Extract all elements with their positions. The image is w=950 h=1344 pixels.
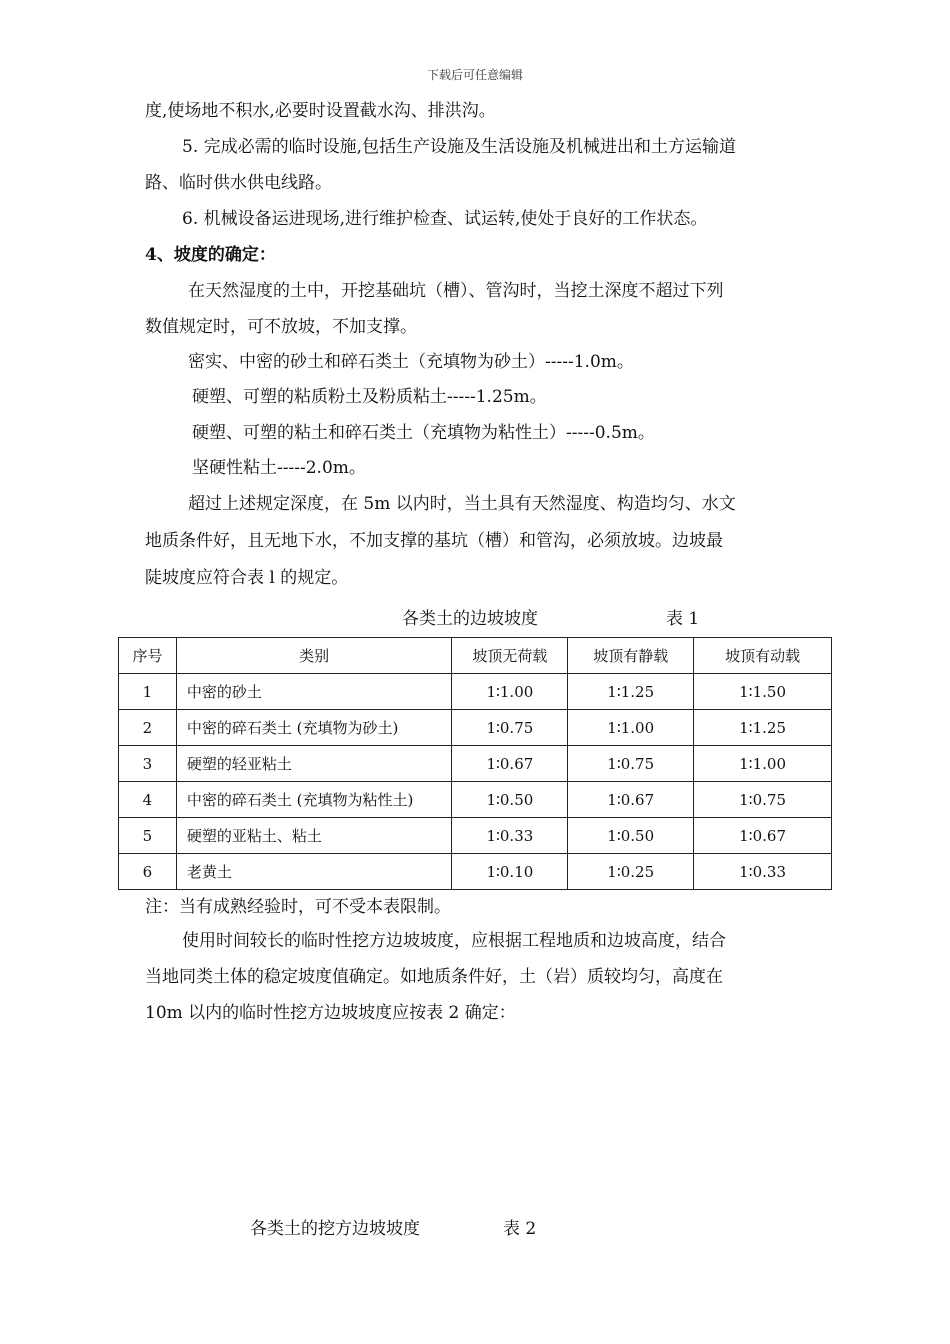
- table-cell: 1∶0.75: [568, 746, 694, 782]
- page-header: 下载后可任意编辑: [426, 68, 523, 82]
- paragraph-line: 5. 完成必需的临时设施,包括生产设施及生活设施及机械进出和土方运输道: [182, 137, 737, 157]
- header-cell: 坡顶有动载: [694, 638, 832, 674]
- paragraph-line: 10m 以内的临时性挖方边坡坡度应按表 2 确定：: [145, 1003, 516, 1023]
- table-cell: 1∶0.67: [694, 818, 832, 854]
- table-cell: 3: [119, 746, 177, 782]
- paragraph-line: 路、临时供水供电线路。: [145, 173, 332, 193]
- table-cell: 中密的碎石类土 (充填物为砂土): [176, 710, 452, 746]
- paragraph-line: 陡坡度应符合表 l 的规定。: [145, 568, 349, 588]
- table1-title: 各类土的边坡坡度: [402, 609, 538, 629]
- table1-label: 表 1: [666, 609, 700, 629]
- list-line: 硬塑、可塑的粘质粉土及粉质粘土-----1.25m。: [192, 387, 547, 407]
- table-cell: 1∶1.50: [694, 674, 832, 710]
- table-cell: 硬塑的亚粘土、粘土: [176, 818, 452, 854]
- table-cell: 1: [119, 674, 177, 710]
- table-cell: 中密的砂土: [176, 674, 452, 710]
- table-row: [119, 818, 832, 854]
- paragraph-line: 当地同类土体的稳定坡度值确定。如地质条件好，土（岩）质较均匀，高度在: [145, 967, 723, 987]
- table-row: [119, 746, 832, 782]
- paragraph-line: 数值规定时，可不放坡，不加支撑。: [145, 317, 417, 337]
- header-cell: 坡顶无荷载: [452, 638, 568, 674]
- table-cell: 1∶1.00: [452, 674, 568, 710]
- table-cell: 4: [119, 782, 177, 818]
- table-cell: 6: [119, 854, 177, 890]
- table-cell: 老黄土: [176, 854, 452, 890]
- table-cell: 1∶0.33: [694, 854, 832, 890]
- paragraph-line: 度,使场地不积水,必要时设置截水沟、排洪沟。: [145, 101, 496, 121]
- header-cell: 类别: [176, 638, 452, 674]
- paragraph-line: 地质条件好，且无地下水，不加支撑的基坑（槽）和管沟，必须放坡。边坡最: [145, 531, 723, 551]
- list-line: 密实、中密的砂土和碎石类土（充填物为砂土）-----1.0m。: [188, 352, 634, 372]
- table-header-row: [119, 638, 832, 674]
- table-cell: 1∶1.25: [568, 674, 694, 710]
- table-cell: 1∶0.25: [568, 854, 694, 890]
- table-note: 注：当有成熟经验时，可不受本表限制。: [145, 897, 451, 917]
- table-row: [119, 674, 832, 710]
- table2-title: 各类土的挖方边坡坡度: [250, 1219, 420, 1239]
- table-cell: 1∶0.75: [452, 710, 568, 746]
- paragraph-line: 超过上述规定深度，在 5m 以内时，当土具有天然湿度、构造均匀、水文: [188, 494, 736, 514]
- table-cell: 2: [119, 710, 177, 746]
- table-cell: 1∶1.25: [694, 710, 832, 746]
- table-cell: 1∶1.00: [568, 710, 694, 746]
- list-line: 硬塑、可塑的粘土和碎石类土（充填物为粘性土）-----0.5m。: [192, 423, 655, 443]
- table-cell: 1∶1.00: [694, 746, 832, 782]
- table-cell: 1∶0.75: [694, 782, 832, 818]
- table-cell: 5: [119, 818, 177, 854]
- paragraph-line: 使用时间较长的临时性挖方边坡坡度，应根据工程地质和边坡高度，结合: [182, 931, 726, 951]
- table-cell: 1∶0.10: [452, 854, 568, 890]
- header-cell: 坡顶有静载: [568, 638, 694, 674]
- table-cell: 1∶0.50: [452, 782, 568, 818]
- slope-table-1: [118, 637, 832, 890]
- header-cell: 序号: [119, 638, 177, 674]
- table2-label: 表 2: [503, 1219, 537, 1239]
- table-row: [119, 782, 832, 818]
- table-row: [119, 710, 832, 746]
- paragraph-line: 在天然湿度的土中，开挖基础坑（槽）、管沟时，当挖土深度不超过下列: [188, 281, 724, 301]
- table-cell: 中密的碎石类土 (充填物为粘性土): [176, 782, 452, 818]
- table-cell: 1∶0.50: [568, 818, 694, 854]
- paragraph-line: 6. 机械设备运进现场,进行维护检查、试运转,使处于良好的工作状态。: [182, 209, 708, 229]
- table-cell: 1∶0.67: [452, 746, 568, 782]
- table-cell: 硬塑的轻亚粘土: [176, 746, 452, 782]
- table-row: [119, 854, 832, 890]
- list-line: 坚硬性粘土-----2.0m。: [192, 458, 366, 478]
- table-cell: 1∶0.33: [452, 818, 568, 854]
- section-heading: 4、坡度的确定：: [145, 245, 276, 265]
- table-cell: 1∶0.67: [568, 782, 694, 818]
